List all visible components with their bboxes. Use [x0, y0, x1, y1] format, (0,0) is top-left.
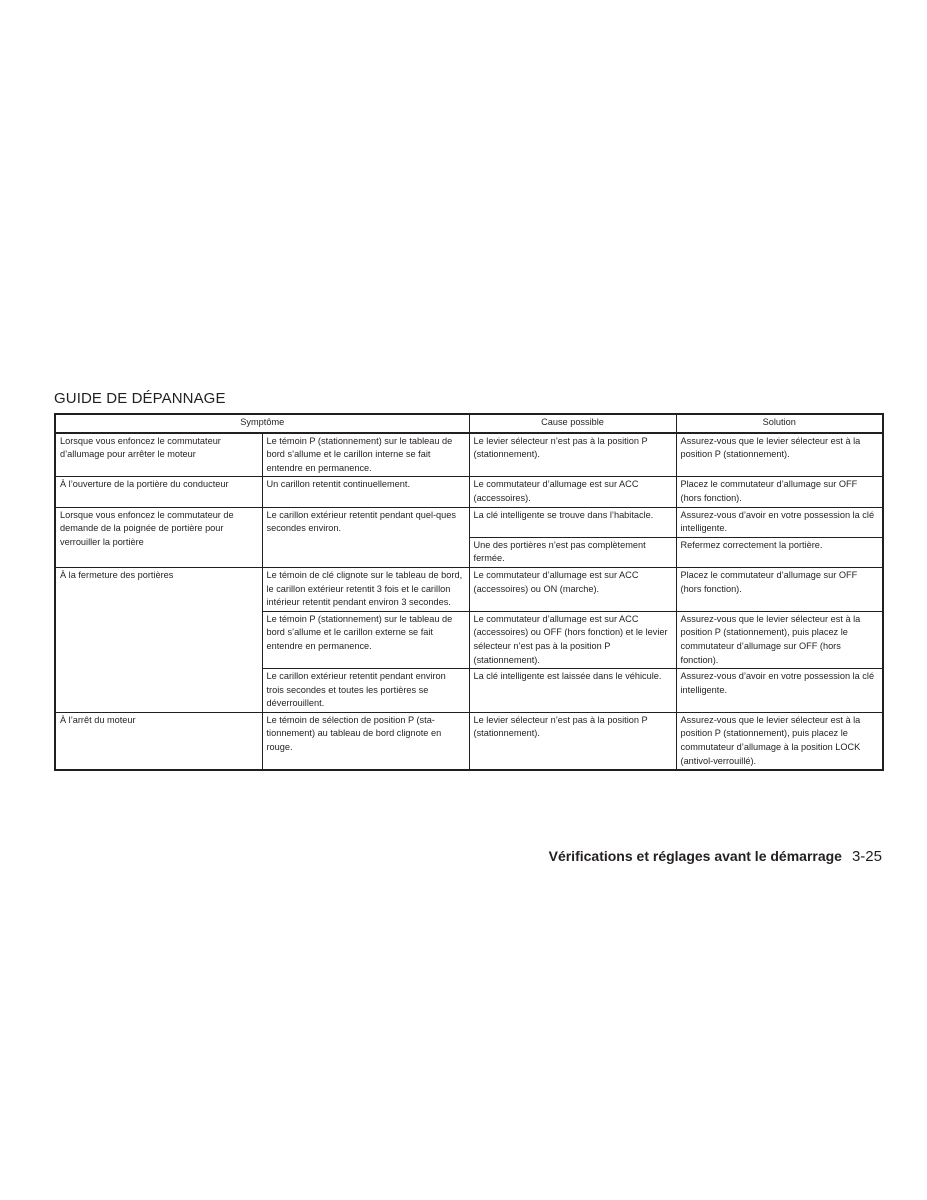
symptom-cell: Le témoin de clé clignote sur le tableau de bord, le carillon extérieur retentit 3 fois et le carillon intérieur retentit pendant environ 3 secondes. — [262, 567, 469, 611]
chapter-title: Vérifications et réglages avant le démarrage — [548, 848, 842, 864]
table-row — [55, 712, 883, 770]
header-cause: Cause possible — [469, 414, 676, 433]
cause-cell: Le commutateur d’allumage est sur ACC (accessoires). — [469, 477, 676, 507]
solution-cell: Placez le commutateur d’allumage sur OFF (hors fonction). — [676, 477, 883, 507]
symptom-cell: Le carillon extérieur retentit pendant quel-ques secondes environ. — [262, 507, 469, 567]
table-row — [55, 507, 883, 537]
cause-cell: Le commutateur d’allumage est sur ACC (accessoires) ou ON (marche). — [469, 567, 676, 611]
cause-cell: La clé intelligente est laissée dans le véhicule. — [469, 669, 676, 713]
page-footer — [549, 848, 882, 865]
cause-cell: Une des portières n’est pas complètement fermée. — [469, 537, 676, 567]
condition-cell: À l’ouverture de la portière du conducteur — [55, 477, 262, 507]
cause-cell: La clé intelligente se trouve dans l’habitacle. — [469, 507, 676, 537]
symptom-cell: Le témoin P (stationnement) sur le tableau de bord s’allume et le carillon externe se fait entendre en permanence. — [262, 611, 469, 668]
symptom-cell: Un carillon retentit continuellement. — [262, 477, 469, 507]
solution-cell: Refermez correctement la portière. — [676, 537, 883, 567]
condition-cell: Lorsque vous enfoncez le commutateur d’allumage pour arrêter le moteur — [55, 433, 262, 477]
condition-cell: À la fermeture des portières — [55, 567, 262, 712]
header-solution: Solution — [676, 414, 883, 433]
solution-cell: Assurez-vous d’avoir en votre possession la clé intelligente. — [676, 507, 883, 537]
condition-cell: Lorsque vous enfoncez le commutateur de demande de la poignée de portière pour verrouiller la portière — [55, 507, 262, 567]
symptom-cell: Le témoin P (stationnement) sur le tableau de bord s’allume et le carillon interne se fait entendre en permanence. — [262, 433, 469, 477]
symptom-cell: Le carillon extérieur retentit pendant environ trois secondes et toutes les portières se déverrouillent. — [262, 669, 469, 713]
table-row — [55, 477, 883, 507]
cause-cell: Le commutateur d’allumage est sur ACC (accessoires) ou OFF (hors fonction) et le levier sélecteur n’est pas à la position P (stationnement). — [469, 611, 676, 668]
troubleshooting-table — [54, 413, 884, 771]
section-title: GUIDE DE DÉPANNAGE — [54, 390, 226, 407]
table-row — [55, 567, 883, 611]
cause-cell: Le levier sélecteur n’est pas à la position P (stationnement). — [469, 433, 676, 477]
solution-cell: Assurez-vous que le levier sélecteur est à la position P (stationnement), puis placez le commutateur d’allumage sur OFF (hors fonction). — [676, 611, 883, 668]
table-row — [55, 433, 883, 477]
solution-cell: Assurez-vous que le levier sélecteur est à la position P (stationnement), puis placez le commutateur d’allumage à la position LOCK (antivol-verrouillé). — [676, 712, 883, 770]
header-symptom: Symptôme — [55, 414, 469, 433]
page-number: 3-25 — [851, 848, 882, 865]
solution-cell: Assurez-vous que le levier sélecteur est à la position P (stationnement). — [676, 433, 883, 477]
table-header-row — [55, 414, 883, 433]
symptom-cell: Le témoin de sélection de position P (sta-tionnement) au tableau de bord clignote en rouge. — [262, 712, 469, 770]
condition-cell: À l’arrêt du moteur — [55, 712, 262, 770]
solution-cell: Assurez-vous d’avoir en votre possession la clé intelligente. — [676, 669, 883, 713]
cause-cell: Le levier sélecteur n’est pas à la position P (stationnement). — [469, 712, 676, 770]
solution-cell: Placez le commutateur d’allumage sur OFF (hors fonction). — [676, 567, 883, 611]
